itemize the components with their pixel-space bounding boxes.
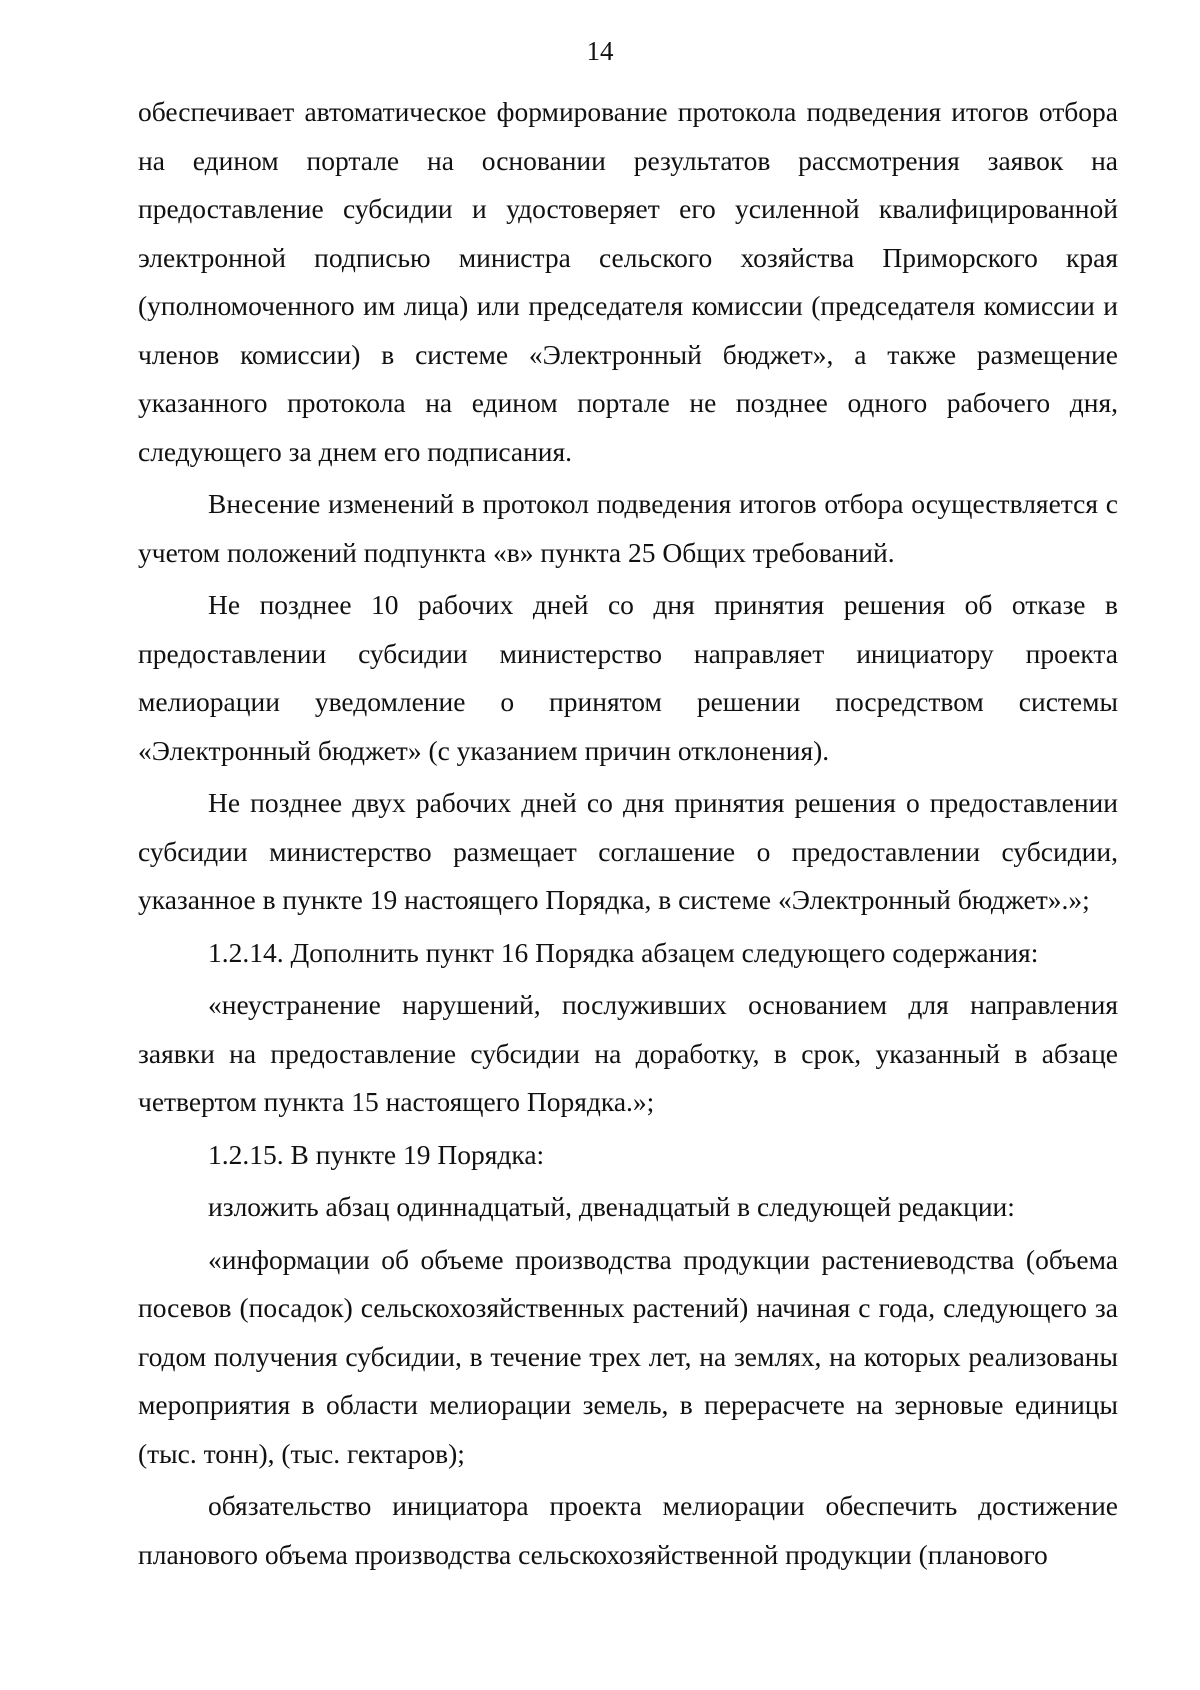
paragraph: Внесение изменений в протокол подведения итогов отбора осуществляется с учетом положений подпункта «в» пункта 25 Общих требований. bbox=[138, 488, 1118, 568]
page-number: 14 bbox=[586, 36, 614, 66]
paragraph: 1.2.15. В пункте 19 Порядка: bbox=[208, 1138, 545, 1170]
paragraph: Не позднее двух рабочих дней со дня принятия решения о предоставлении субсидии министерство размещает соглашение о предоставлении субсидии, указанное в пункте 19 настоящего Порядка, в системе «Электронный бюджет».»; bbox=[138, 787, 1118, 915]
paragraph: изложить абзац одиннадцатый, двенадцатый в следующей редакции: bbox=[208, 1191, 1015, 1222]
paragraph: обеспечивает автоматическое формирование протокола подведения итогов отбора на едином портале на основании результатов рассмотрения заявок на предоставление субсидии и удостоверяет его усиленной квалифицированной электронной подписью министра сельского хозяйства Приморского края (уполномоченного им лица) или председателя комиссии (председателя комиссии и членов комиссии) в системе «Электронный бюджет», а также размещение указанного протокола на едином портале не позднее одного рабочего дня, следующего за днем его подписания. bbox=[138, 96, 1118, 467]
paragraph: «неустранение нарушений, послуживших основанием для направления заявки на предоставление субсидии на доработку, в срок, указанный в абзаце четвертом пункта 15 настоящего Порядка.»; bbox=[138, 989, 1118, 1117]
paragraph: обязательство инициатора проекта мелиорации обеспечить достижение планового объема производства сельскохозяйственной продукции (планового bbox=[138, 1490, 1118, 1570]
paragraph: 1.2.14. Дополнить пункт 16 Порядка абзацем следующего содержания: bbox=[208, 936, 1039, 968]
document-body bbox=[138, 88, 1118, 1583]
paragraph: Не позднее 10 рабочих дней со дня принятия решения об отказе в предоставлении субсидии министерство направляет инициатору проекта мелиорации уведомление о принятом решении посредством системы «Электронный бюджет» (с указанием причин отклонения). bbox=[138, 589, 1118, 766]
paragraph: «информации об объеме производства продукции растениеводства (объема посевов (посадок) сельскохозяйственных растений) начиная с года, следующего за годом получения субсидии, в течение трех лет, на землях, на которых реализованы мероприятия в области мелиорации земель, в перерасчете на зерновые единицы (тыс. тонн), (тыс. гектаров); bbox=[138, 1243, 1118, 1469]
